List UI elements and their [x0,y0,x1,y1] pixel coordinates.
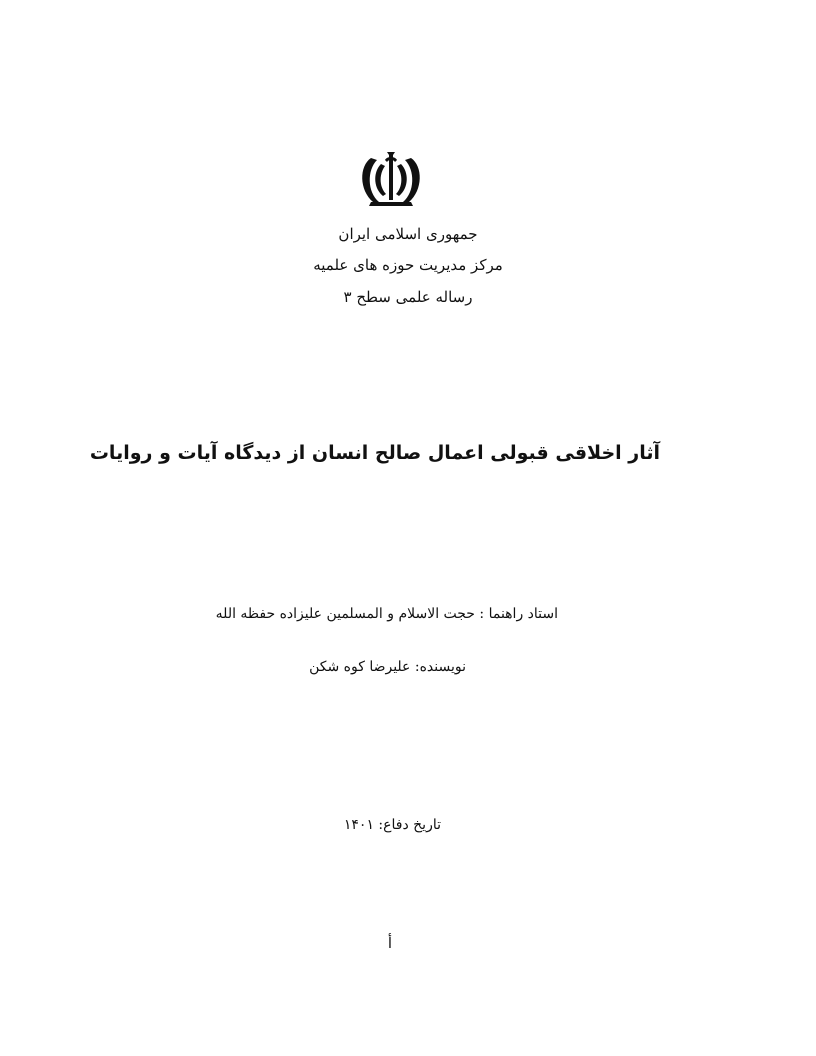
country-name: جمهوری اسلامی ایران [338,225,478,243]
author-line: نویسنده: علیرضا کوه شکن [309,659,466,675]
institution-name: مرکز مدیریت حوزه های علمیه [313,256,503,274]
iran-emblem-icon [357,150,425,208]
defense-date: تاریخ دفاع: ۱۴۰۱ [343,817,441,833]
thesis-title: آثار اخلاقی قبولی اعمال صالح انسان از دیدگاه آیات و روایات [89,442,660,464]
advisor-line: استاد راهنما : حجت الاسلام و المسلمین علیزاده حفظه الله [215,606,558,622]
page-number: أ [387,934,393,952]
document-type: رساله علمی سطح ۳ [343,288,473,306]
